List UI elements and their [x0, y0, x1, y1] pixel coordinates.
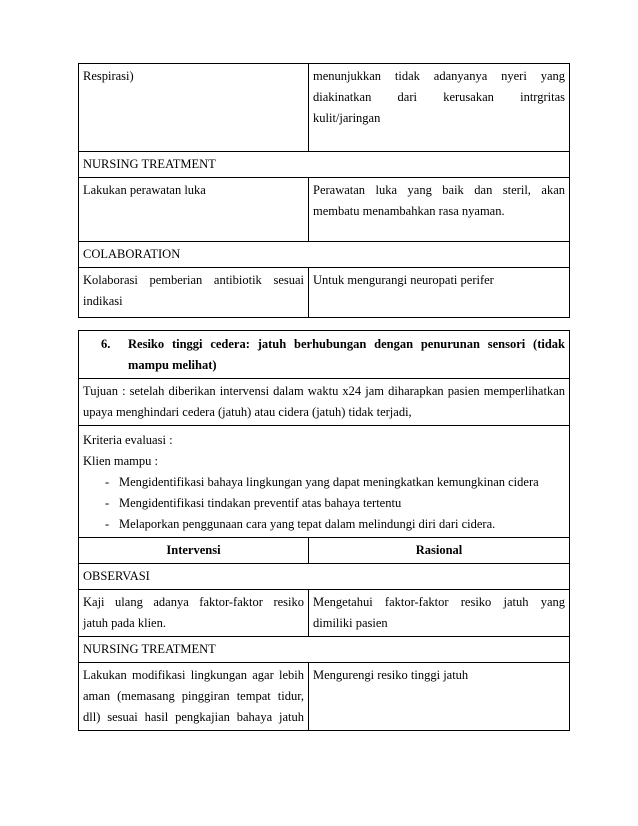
cell-left [79, 268, 309, 318]
list-item-text: Mengidentifikasi tindakan preventif atas bahaya tertentu [119, 496, 402, 510]
cell-right [309, 268, 570, 318]
cell-line: dll) sesuai hasil pengkajian bahaya jatuh [83, 710, 304, 724]
column-header-rasional: Rasional [309, 538, 570, 564]
tujuan-line: upaya menghindari cedera (jatuh) atau cidera (jatuh) tidak terjadi, [83, 405, 412, 419]
cell-left [79, 64, 309, 152]
section-observasi: OBSERVASI [79, 564, 570, 590]
cell-line: dimiliki pasien [313, 616, 388, 630]
cell-line: Perawatan luka yang baik dan steril, akan [313, 183, 565, 197]
section-row [79, 637, 570, 663]
cell-text: Lakukan perawatan luka [83, 183, 206, 197]
list-item [83, 514, 565, 535]
tujuan-cell [79, 379, 570, 426]
cell-left [79, 590, 309, 637]
cell-left [79, 178, 309, 242]
cell-line: aman (memasang pinggiran tempat tidur, [83, 689, 304, 703]
cell-right [309, 590, 570, 637]
cell-line: Lakukan modifikasi lingkungan agar lebih [83, 668, 304, 682]
cell-right [309, 663, 570, 731]
cell-line: jatuh pada klien. [83, 616, 166, 630]
cell-line: kulit/jaringan [313, 111, 381, 125]
column-header-row [79, 538, 570, 564]
table-row [79, 178, 570, 242]
cell-line: indikasi [83, 294, 123, 308]
heading-line: Resiko tinggi cedera: jatuh berhubungan dengan penurunan sensori (tidak [128, 337, 566, 351]
table-row [79, 590, 570, 637]
diagnosis-number: 6. [101, 337, 111, 351]
diagnosis-heading [79, 331, 570, 379]
section-row [79, 564, 570, 590]
cell-line: Mengetahui faktor-faktor resiko jatuh yang [313, 595, 566, 609]
cell-line: Kaji ulang adanya faktor-faktor resiko [83, 595, 304, 609]
section-row [79, 152, 570, 178]
klien-mampu: Klien mampu : [83, 454, 158, 468]
bullet: - [105, 475, 110, 489]
cell-text: Respirasi) [83, 69, 134, 83]
cell-right [309, 64, 570, 152]
list-item [83, 493, 565, 514]
heading-line: mampu melihat) [128, 358, 217, 372]
cell-line: diakinatkan dari kerusakan intrgritas [313, 90, 565, 104]
table-continuation [78, 63, 570, 318]
table-row [79, 268, 570, 318]
list-item-text: Mengidentifikasi bahaya lingkungan yang dapat meningkatkan kemungkinan cidera [119, 475, 539, 489]
tujuan-line: Tujuan : setelah diberikan intervensi dalam waktu x24 jam diharapkan pasien memperlihatkan [83, 384, 566, 398]
section-nursing-treatment: NURSING TREATMENT [79, 152, 570, 178]
section-colaboration: COLABORATION [79, 242, 570, 268]
section-row [79, 242, 570, 268]
bullet: - [105, 496, 110, 510]
table-row [79, 64, 570, 152]
kriteria-row [79, 426, 570, 538]
section-nursing-treatment: NURSING TREATMENT [79, 637, 570, 663]
kriteria-cell [79, 426, 570, 538]
cell-text: Mengurengi resiko tinggi jatuh [313, 668, 469, 682]
table-diagnosis-6 [78, 330, 570, 731]
list-item-text: Melaporkan penggunaan cara yang tepat dalam melindungi diri dari cidera. [119, 517, 496, 531]
cell-line: membatu menambahkan rasa nyaman. [313, 204, 505, 218]
cell-text: Untuk mengurangi neuropati perifer [313, 273, 494, 287]
cell-line: Kolaborasi pemberian antibiotik sesuai [83, 273, 304, 287]
table-row [79, 663, 570, 731]
list-item [83, 472, 565, 493]
column-header-intervensi: Intervensi [79, 538, 309, 564]
kriteria-title: Kriteria evaluasi : [83, 433, 173, 447]
cell-line: menunjukkan tidak adanyanya nyeri yang [313, 69, 565, 83]
heading-row [79, 331, 570, 379]
bullet: - [105, 517, 110, 531]
cell-right [309, 178, 570, 242]
cell-left [79, 663, 309, 731]
tujuan-row [79, 379, 570, 426]
